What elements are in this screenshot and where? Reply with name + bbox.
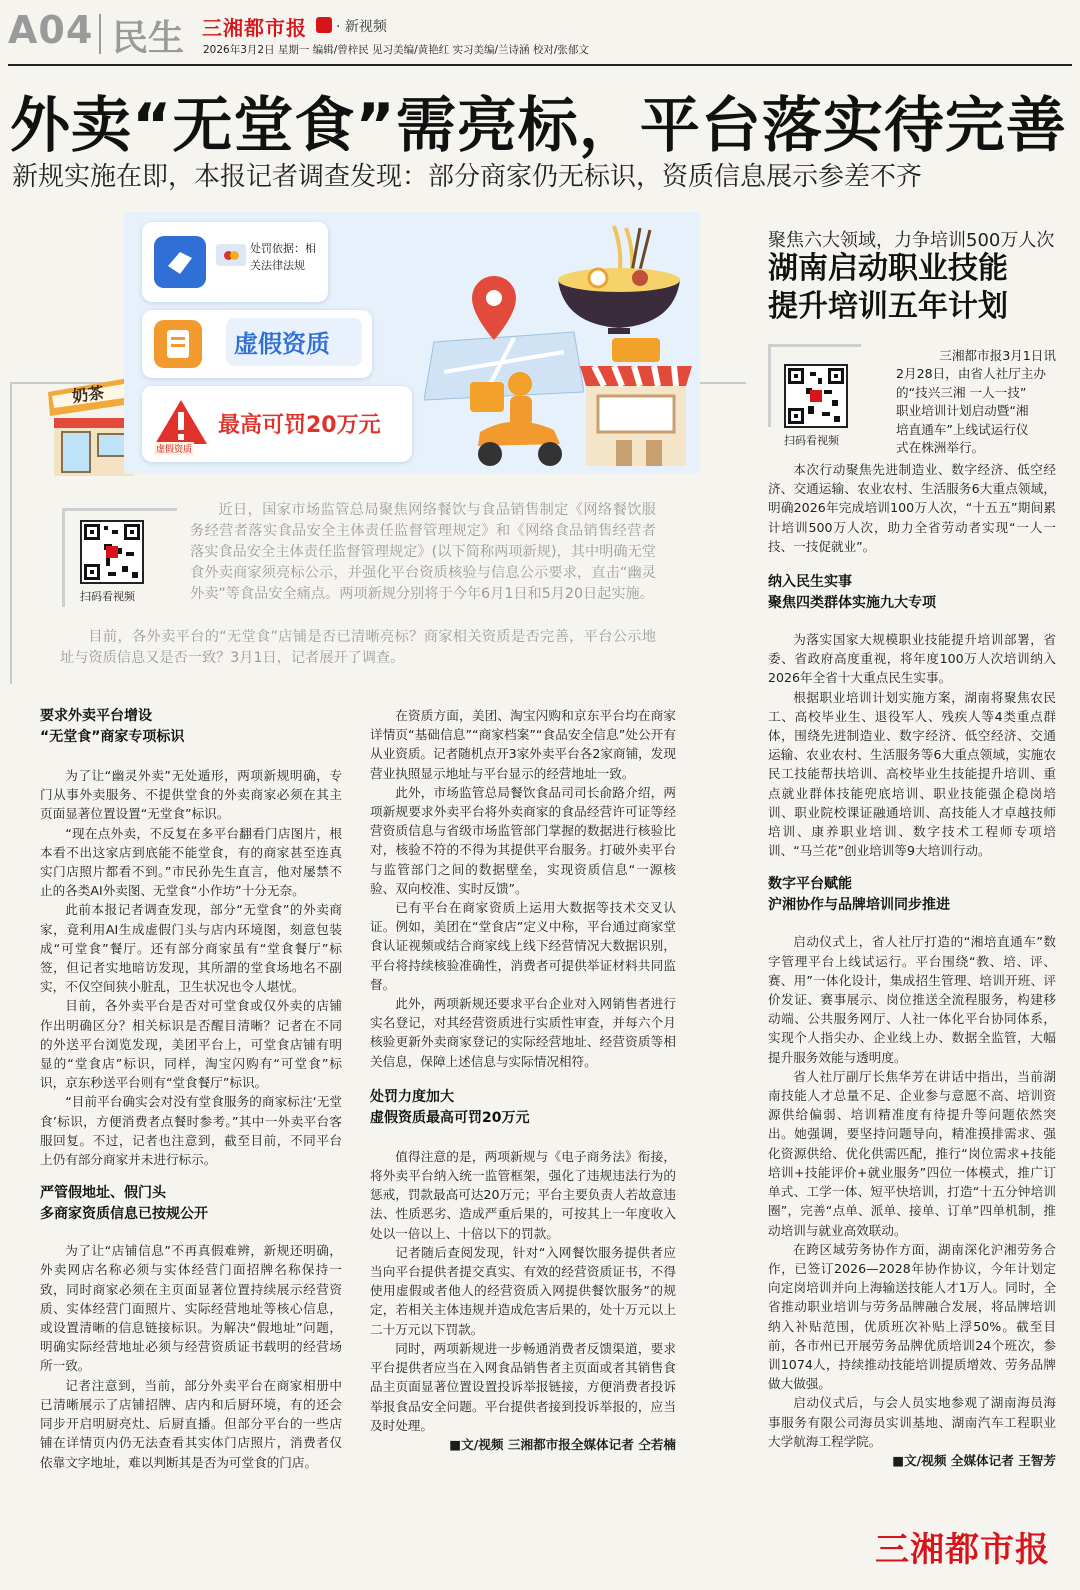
section-heading: 数字平台赋能 (768, 876, 852, 893)
section-heading: 要求外卖平台增设 (40, 708, 152, 724)
body-paragraph: 根据职业培训计划实施方案，湖南将聚焦农民工、高校毕业生、退役军人、残疾人等4类重点群体，围绕先进制造业、数字经济、低空经济、交通运输、农业农村、生活服务等6大重点领域，实施农民工技能帮扶培训、高校毕业生技能提升培训、重点就业群体技能兜底培训、职业技能强企稳岗培训、职业院校课证融通培训、高技能人才卓越技师培训、康养职业培训、数字技术工程师专项培训、“马兰花”创业培训等9大培训行动。 (768, 689, 1056, 859)
right-lead-block (896, 346, 1056, 458)
section-heading: 聚焦四类群体实施九大专项 (768, 595, 936, 612)
shop-sign: 奶茶 (70, 382, 106, 407)
credit-card-icon (216, 244, 246, 266)
page-meta: 2026年3月2日 星期一 编辑/曾梓民 见习美编/黄艳红 实习美编/兰诗涵 校对/张郁文 (203, 44, 589, 56)
qr-code[interactable] (784, 364, 848, 428)
article-column-1 (40, 706, 342, 1472)
body-paragraph: 为了让“幽灵外卖”无处遁形，两项新规明确，专门从事外卖服务、不提供堂食的外卖商家必须在其主页面显著位置设置“无堂食”标识。 (40, 768, 342, 822)
lead-line: 培直通车”上线试运行仪 (896, 421, 1029, 437)
lead-line: 式在株洲举行。 (896, 440, 985, 456)
right-headline-line: 湖南启动职业技能 (768, 251, 1008, 286)
lead-paragraph: 近日，国家市场监管总局聚焦网络餐饮与食品销售制定《网络餐饮服务经营者落实食品安全主体责任监督管理规定》和《网络食品销售经营者落实食品安全主体责任监督管理规定》(以下简称两项新规)，其中明确无堂食外卖商家须亮标公示，并强化平台资质核验与信息公示要求，直击“幽灵外卖”等食品安全痛点。两项新规分别将于今年6月1日和5月20日起实施。 (190, 502, 656, 602)
lead-paragraph: 目前，各外卖平台的“无堂食”店铺是否已清晰亮标？商家相关资质是否完善，平台公示地址与资质信息又是否一致？3月1日，记者展开了调查。 (60, 629, 656, 666)
warning-icon-label: 虚假资质 (154, 442, 194, 455)
lead-block-2 (60, 627, 656, 669)
body-paragraph: 启动仪式后，与会人员实地参观了湖南海员海事服务有限公司海员实训基地、湖南汽车工程职业大学航海工程学院。 (768, 1395, 1056, 1449)
body-paragraph: 在资质方面，美团、淘宝闪购和京东平台均在商家详情页“基础信息”“商家档案”“食品安全信息”处公开有从业资质。记者随机点开3家外卖平台各2家商铺，发现营业执照显示地址与平台显示的经营地址一致。 (370, 708, 676, 781)
storefront-illustration (576, 330, 696, 470)
page-number: A04 (8, 8, 94, 52)
body-paragraph: 为了让“店铺信息”不再真假难辨，新规还明确，外卖网店名称必须与实体经营门面招牌名称保持一致，同时商家必须在主页面显著位置持续展示经营资质、实体经营门面照片、实际经营地址等核心信息，或设置清晰的信息链接标识。为解决“假地址”问题，明确实际经营地址必须与经营资质证书载明的经营场所一致。 (40, 1243, 342, 1374)
qr-label: 扫码看视频 (784, 434, 839, 447)
body-paragraph: “目前平台确实会对没有堂食服务的商家标注‘无堂食’标识，方便消费者点餐时参考。”其中一外卖平台客服回复。不过，记者也注意到，截至目前，不同平台上仍有部分商家并未进行标示。 (40, 1094, 342, 1168)
section-heading: 处罚力度加大 (370, 1088, 454, 1105)
header-rule (8, 64, 1072, 66)
body-paragraph: 本次行动聚焦先进制造业、数字经济、低空经济、交通运输、农业农村、生活服务6大重点领域，明确2026年完成培训100万人次，“十五五”期间累计培训500万人次，助力全省劳动者实现“一人一技、一技促就业”。 (768, 462, 1056, 554)
byline: ■文/视频 全媒体记者 王智芳 (892, 1452, 1056, 1468)
body-paragraph: 记者注意到，当前，部分外卖平台在商家相册中已清晰展示了店铺招牌、店内和后厨环境，有的还会同步开启明厨亮灶、后厨直播。但部分平台的一些店铺在详情页内仍无法查看其实体门店照片，消费者仅依靠文字地址，难以判断其是否为可堂食的门店。 (40, 1377, 342, 1470)
right-headline-line: 提升培训五年计划 (768, 289, 1008, 324)
main-headline: 外卖“无堂食”需亮标，平台落实待完善 (10, 91, 1067, 161)
right-headline (768, 250, 1078, 326)
section-heading: 多商家资质信息已按规公开 (40, 1206, 208, 1223)
main-subheadline: 新规实施在即，本报记者调查发现：部分商家仍无标识，资质信息展示参差不齐 (12, 162, 923, 192)
qr-label: 扫码看视频 (80, 590, 135, 603)
body-paragraph: 记者随后查阅发现，针对“入网餐饮服务提供者应当向平台提供者提交真实、有效的经营资质证书，不得使用虚假或者他人的经营资质入网提供餐饮服务”的规定，若相关主体违规并造成危害后果的，处十万元以上二十万元以下罚款。 (370, 1244, 676, 1337)
newspaper-brand: 三湘都市报 (202, 16, 307, 40)
card-legal-basis (142, 222, 328, 302)
warning-icon (152, 396, 210, 454)
section-heading: 严管假地址、假门头 (40, 1185, 166, 1202)
body-paragraph: 此外，市场监管总局餐饮食品司司长俞路介绍，两项新规要求外卖平台将外卖商家的食品经营许可证等经营资质信息与省级市场监管部门掌握的数据进行核验比对，核验不符的不得为其提供平台服务。打破外卖平台与监管部门之间的数据壁垒，实现资质信息“一源核验、双向校准、实时反馈”。 (370, 784, 676, 896)
article-column-2 (370, 706, 676, 1454)
body-paragraph: 启动仪式上，省人社厅打造的“湘培直通车”数字管理平台上线试运行。平台围绕“教、培、评、赛、用”一体化设计，集成招生管理、培训开班、评价发证、赛事展示、岗位推送全流程服务，构建移动端、公共服务网厅、人社一体化平台协同体系，实现个人指尖办、企业线上办、数据全监管，大幅提升服务效能与透明度。 (768, 934, 1056, 1065)
section-heading: 纳入民生实事 (768, 574, 852, 591)
body-paragraph: 目前，各外卖平台是否对可堂食或仅外卖的店铺作出明确区分？相关标识是否醒目清晰？记者在不同的外送平台浏览发现，美团平台上，可堂食店铺有明显的“堂食店”标识，同样，淘宝闪购有“可堂食”标识，京东秒送平台则有“堂食餐厅”标识。 (40, 998, 342, 1091)
byline: ■文/视频 三湘都市报全媒体记者 仝若楠 (449, 1436, 676, 1452)
brand-badge-icon (316, 17, 332, 33)
card-fake-credentials (142, 310, 372, 378)
section-heading: 虚假资质最高可罚20万元 (370, 1109, 530, 1126)
lead-line: 职业培训计划启动暨“湘 (896, 403, 1029, 419)
dateline: 三湘都市报3月1日讯 (939, 348, 1056, 363)
body-paragraph: 值得注意的是，两项新规与《电子商务法》衔接，将外卖平台纳入统一监管框架，强化了违规违法行为的惩戒，罚款最高可达20万元；平台主要负责人若故意违法、性质恶劣、造成严重后果的，可按其上一年度收入处以一倍以上、十倍以下的罚款。 (370, 1148, 676, 1241)
body-paragraph: 为落实国家大规模职业技能提升培训部署，省委、省政府高度重视，将年度100万人次培训纳入2026年全省十大重点民生实事。 (768, 632, 1056, 686)
right-column (768, 460, 1056, 1470)
header-divider (99, 14, 101, 54)
lead-block (190, 500, 656, 605)
right-kicker: 聚焦六大领域，力争培训500万人次 (768, 230, 1055, 251)
fake-credentials-label: 虚假资质 (234, 330, 330, 358)
qr-code[interactable] (80, 520, 144, 584)
legal-basis-label: 处罚依据：相关法律法规 (250, 242, 316, 272)
brand-sub: · 新视频 (336, 19, 387, 35)
max-fine-label: 最高可罚20万元 (218, 413, 381, 438)
section-heading: “无堂食”商家专项标识 (40, 729, 185, 745)
body-paragraph: “现在点外卖，不反复在多平台翻看门店图片，根本看不出这家店到底能不能堂食，有的商家甚至连真实门店照片都看不到。”市民孙先生直言，他对屡禁不止的各类AI外卖图、无堂食“小作坊”十分无奈。 (40, 825, 342, 899)
card-max-fine (142, 386, 412, 462)
app-icon (154, 236, 206, 288)
body-paragraph: 已有平台在商家资质上运用大数据等技术交叉认证。例如，美团在“堂食店”定义中称，平台通过商家堂食认证视频或结合商家线上线下经营情况大数据识别，平台将持续核验准确性，消费者可提供举证材料共同监督。 (370, 900, 676, 992)
body-paragraph: 同时，两项新规进一步畅通消费者反馈渠道，要求平台提供者应当在入网食品销售者主页面或者其销售食品主页面显著位置设置投诉举报链接，方便消费者投诉举报食品安全问题。平台提供者接到投诉举报的，应当及时处理。 (370, 1340, 676, 1433)
body-paragraph: 此外，两项新规还要求平台企业对入网销售者进行实名登记，对其经营资质进行实质性审查，并每六个月核验更新外卖商家登记的实际经营地址、经营资质等相关信息，保障上述信息与实际情况相符。 (370, 996, 676, 1069)
footer-logo: 三湘都市报 (875, 1530, 1050, 1570)
body-paragraph: 在跨区域劳务协作方面，湖南深化沪湘劳务合作，已签订2026—2028年协作协议，今年计划定向定岗培训并向上海输送技能人才1万人。同时，全省推动职业培训与劳务品牌融合发展，将品牌培训纳入补贴范围，优质班次补贴上浮50%。截至目前，各市州已开展劳务品牌优质培训24个班次，参训1074人，持续推动技能培训提质增效、劳务品牌做大做强。 (768, 1241, 1056, 1392)
lead-line: 2月28日，由省人社厅主办 (896, 366, 1046, 381)
body-paragraph: 省人社厅副厅长焦华芳在讲话中指出，当前湖南技能人才总量不足、企业参与意愿不高、培训资源供给偏弱、培训精准度有待提升等问题依然突出。她强调，要坚持问题导向，精准摸排需求、强化资源供给、优化供需匹配，推行“岗位需求+技能培训+技能评价+就业服务”四位一体模式，推广订单式、工学一体、短平快培训，打造“十五分钟培训圈”，完善“点单、派单、接单、订单”四单机制，推动培训与就业高效联动。 (768, 1068, 1056, 1238)
body-paragraph: 此前本报记者调查发现，部分“无堂食”的外卖商家，竟利用AI生成虚假门头与店内环境图，刻意包装成“可堂食”餐厅。还有部分商家虽有“堂食餐厅”标签，但记者实地暗访发现，其所謂的堂食场地名不副实，不仅空间狭小脏乱，卫生状况也令人堪忧。 (40, 902, 342, 995)
document-icon (154, 320, 202, 368)
section-name: 民生 (112, 18, 185, 59)
delivery-scooter-illustration (464, 362, 574, 472)
section-heading: 沪湘协作与品牌培训同步推进 (768, 897, 950, 914)
illustration-panel (124, 212, 700, 474)
lead-line: 的“技兴三湘 一人一技” (896, 384, 1027, 400)
